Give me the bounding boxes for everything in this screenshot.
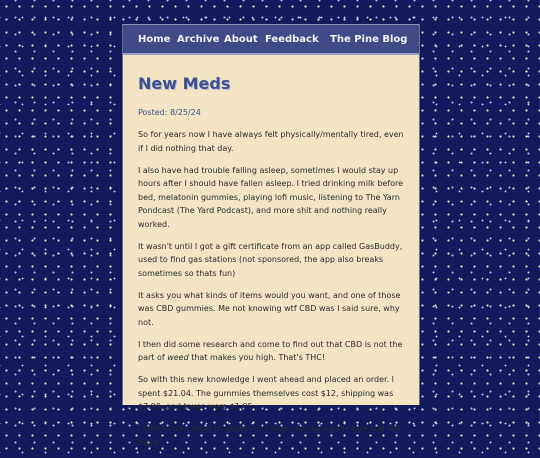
nav-link-feedback[interactable]: Feedback xyxy=(265,34,319,45)
nav-link-archive[interactable]: Archive xyxy=(177,34,220,45)
nav-link-home[interactable]: Home xyxy=(138,34,171,45)
post-date: Posted: 8/25/24 xyxy=(138,108,201,117)
post-paragraph: It asks you what kinds of items would you want, and one of those was CBD gummies. Me not knowing wtf CBD was I said sure, why not. xyxy=(138,290,401,327)
post-body xyxy=(138,128,404,458)
post-paragraph: I also have had trouble falling asleep, sometimes I would stay up hours after I should have fallen asleep. I tried drinking milk before bed, melatonin gummies, playing lofi music, listening to The Yarn Pondcast (The Yard Podcast), and more shit and nothing really worked. xyxy=(138,165,404,229)
blog-page xyxy=(122,24,420,447)
post-paragraph: So with this new knowledge I went ahead and placed an order. I spent $21.04. The gummies themselves cost $12, shipping was $7.99, and taxes were $1.05 xyxy=(138,375,394,411)
post-paragraph: So for years now I have always felt physically/mentally tired, even if I did nothing that day. xyxy=(138,130,404,153)
research-text-before: I then did some research and come to find out that CBD is not the part of xyxy=(138,339,403,362)
nav-link-blog-name[interactable]: The Pine Blog xyxy=(330,34,408,45)
post-paragraph: It wasn't until I got a gift certificate from an app called GasBuddy, used to find gas stations (not sponsored, the app also breaks sometimes so thats fun) xyxy=(138,241,403,278)
research-text-after: that makes you high. That's THC! xyxy=(188,353,326,362)
navbar xyxy=(123,24,419,55)
post-paragraph-research xyxy=(138,338,404,365)
post-title: New Meds xyxy=(138,74,231,93)
nav-link-about[interactable]: About xyxy=(224,34,258,45)
post-paragraph: I didn't know what to expect so I took one during the day and felt more xyxy=(138,424,401,447)
research-text-emphasis: weed xyxy=(167,353,189,362)
